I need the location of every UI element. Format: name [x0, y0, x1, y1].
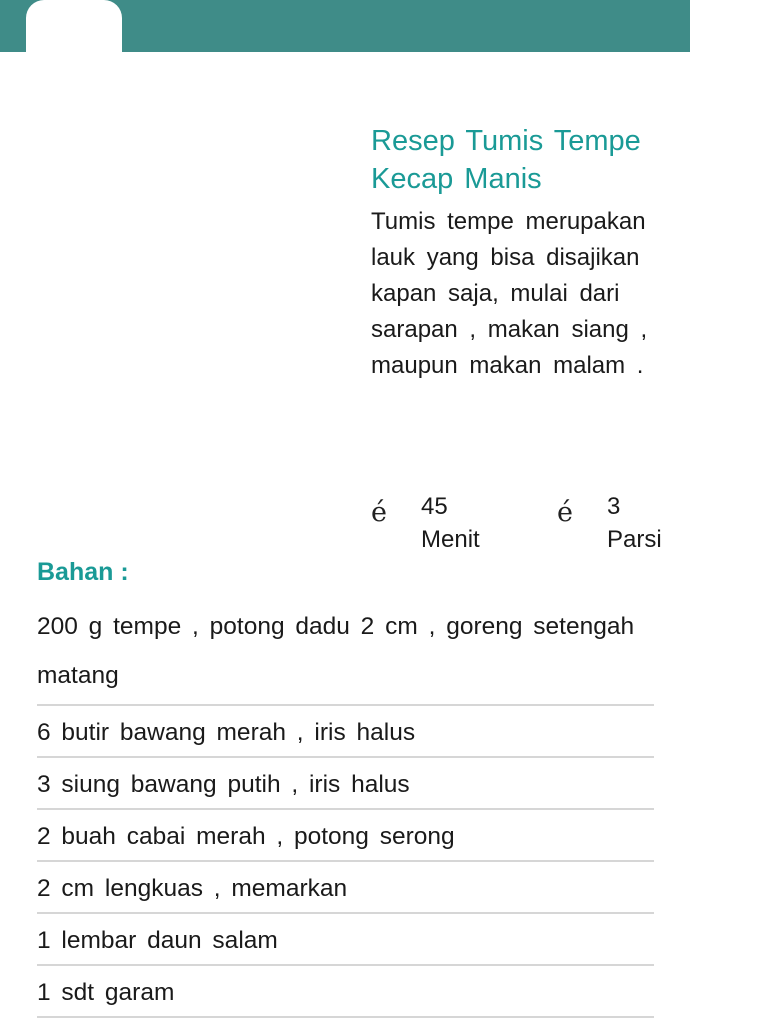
ingredient-item: 3 siung bawang putih , iris halus	[37, 758, 654, 810]
cooking-time-value	[421, 490, 480, 556]
ingredient-item: 1 sdt garam	[37, 966, 654, 1018]
clock-icon: é	[371, 497, 387, 528]
header-bar	[0, 0, 690, 52]
ingredients-list	[37, 600, 654, 1018]
cooking-time-number: 45	[421, 493, 448, 520]
recipe-description: Tumis tempe merupakan lauk yang bisa disajikan kapan saja, mulai dari sarapan , makan siang , maupun makan malam .	[371, 208, 648, 379]
ingredient-item: 2 cm lengkuas , memarkan	[37, 862, 654, 914]
ingredient-item: 1 lembar daun salam	[37, 914, 654, 966]
ingredient-item: 200 g tempe , potong dadu 2 cm , goreng setengah matang	[37, 600, 654, 706]
ingredients-heading: Bahan :	[37, 558, 129, 586]
header-tab	[26, 0, 122, 52]
recipe-intro	[371, 122, 701, 384]
portion-value	[607, 490, 662, 556]
ingredient-item: 2 buah cabai merah , potong serong	[37, 810, 654, 862]
recipe-title: Resep Tumis Tempe Kecap Manis	[371, 125, 641, 195]
portion-number: 3	[607, 493, 621, 520]
portion-unit: Parsi	[607, 526, 662, 553]
portion-icon: é	[557, 497, 573, 528]
ingredient-item: 6 butir bawang merah , iris halus	[37, 706, 654, 758]
cooking-time-unit: Menit	[421, 526, 480, 553]
